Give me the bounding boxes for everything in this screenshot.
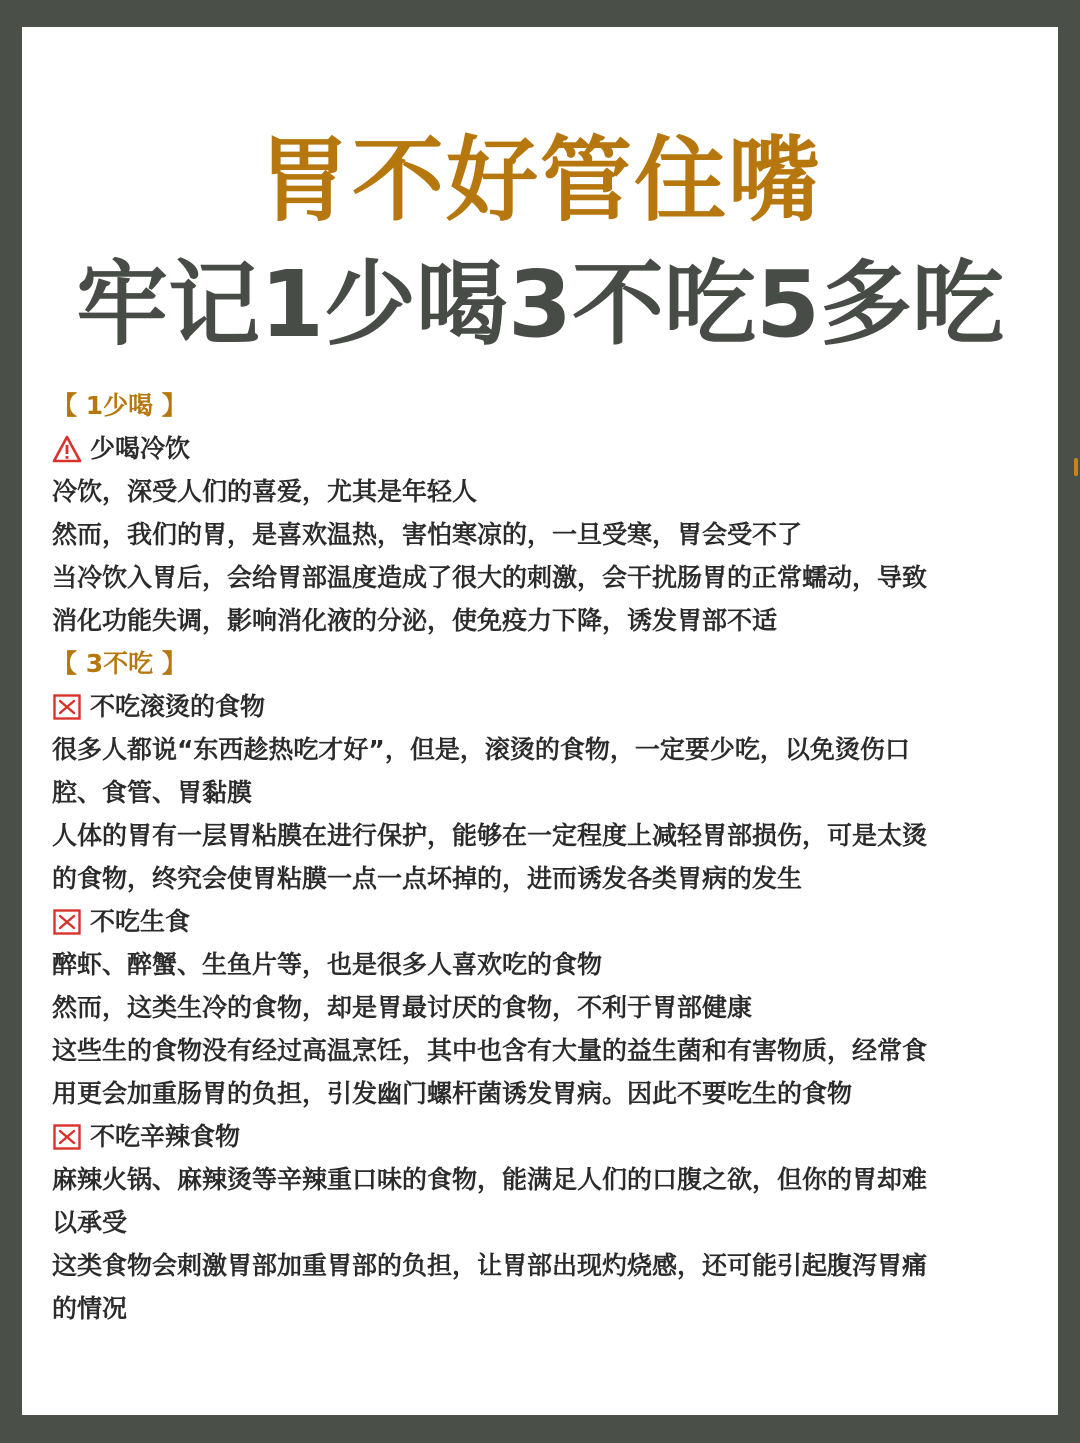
- item-heading: [52, 427, 1032, 470]
- item-title: 不吃生食: [90, 907, 191, 936]
- body-line: 人体的胃有一层胃粘膜在进行保护，能够在一定程度上减轻胃部损伤，可是太烫: [52, 821, 928, 850]
- x-box-icon: [52, 1122, 82, 1152]
- item-heading: [52, 685, 1032, 728]
- body-line: 麻辣火锅、麻辣烫等辛辣重口味的食物，能满足人们的口腹之欲，但你的胃却难: [52, 1165, 928, 1194]
- body-line: 腔、食管、胃黏膜: [52, 778, 253, 807]
- body-line: 的情况: [52, 1294, 128, 1323]
- title-line-2: 牢记1少喝3不吃5多吃: [75, 251, 1005, 358]
- item-title: 不吃滚烫的食物: [90, 692, 266, 721]
- warning-triangle-icon: [52, 434, 82, 464]
- item-heading: [52, 900, 1032, 943]
- body-line: 很多人都说“东西趁热吃才好”，但是，滚烫的食物，一定要少吃，以免烫伤口: [52, 735, 910, 764]
- paper: [22, 27, 1058, 1415]
- content: [52, 384, 1032, 1330]
- body-line: 用更会加重肠胃的负担，引发幽门螺杆菌诱发胃病。因此不要吃生的食物: [52, 1079, 853, 1108]
- body-line: 这些生的食物没有经过高温烹饪，其中也含有大量的益生菌和有害物质，经常食: [52, 1036, 928, 1065]
- body-line: 醉虾、醉蟹、生鱼片等，也是很多人喜欢吃的食物: [52, 950, 603, 979]
- body-line: 冷饮，深受人们的喜爱，尤其是年轻人: [52, 477, 478, 506]
- item-title: 少喝冷饮: [90, 434, 191, 463]
- body-line: 然而，我们的胃，是喜欢温热，害怕寒凉的，一旦受寒，胃会受不了: [52, 520, 803, 549]
- item-title: 不吃辛辣食物: [90, 1122, 241, 1151]
- x-box-icon: [52, 907, 82, 937]
- edge-marker: [1074, 458, 1078, 476]
- body-line: 以承受: [52, 1208, 128, 1237]
- body-line: 当冷饮入胃后，会给胃部温度造成了很大的刺激，会干扰肠胃的正常蠕动，导致: [52, 563, 928, 592]
- item-heading: [52, 1115, 1032, 1158]
- body-line: 的食物，终究会使胃粘膜一点一点坏掉的，进而诱发各类胃病的发生: [52, 864, 803, 893]
- section-heading-1: 【 1少喝 】: [52, 391, 187, 420]
- title-line-1: 胃不好管住嘴: [257, 127, 822, 234]
- body-line: 然而，这类生冷的食物，却是胃最讨厌的食物，不利于胃部健康: [52, 993, 753, 1022]
- x-box-icon: [52, 692, 82, 722]
- body-line: 消化功能失调，影响消化液的分泌，使免疫力下降，诱发胃部不适: [52, 606, 778, 635]
- body-line: 这类食物会刺激胃部加重胃部的负担，让胃部出现灼烧感，还可能引起腹泻胃痛: [52, 1251, 928, 1280]
- section-heading-2: 【 3不吃 】: [52, 649, 187, 678]
